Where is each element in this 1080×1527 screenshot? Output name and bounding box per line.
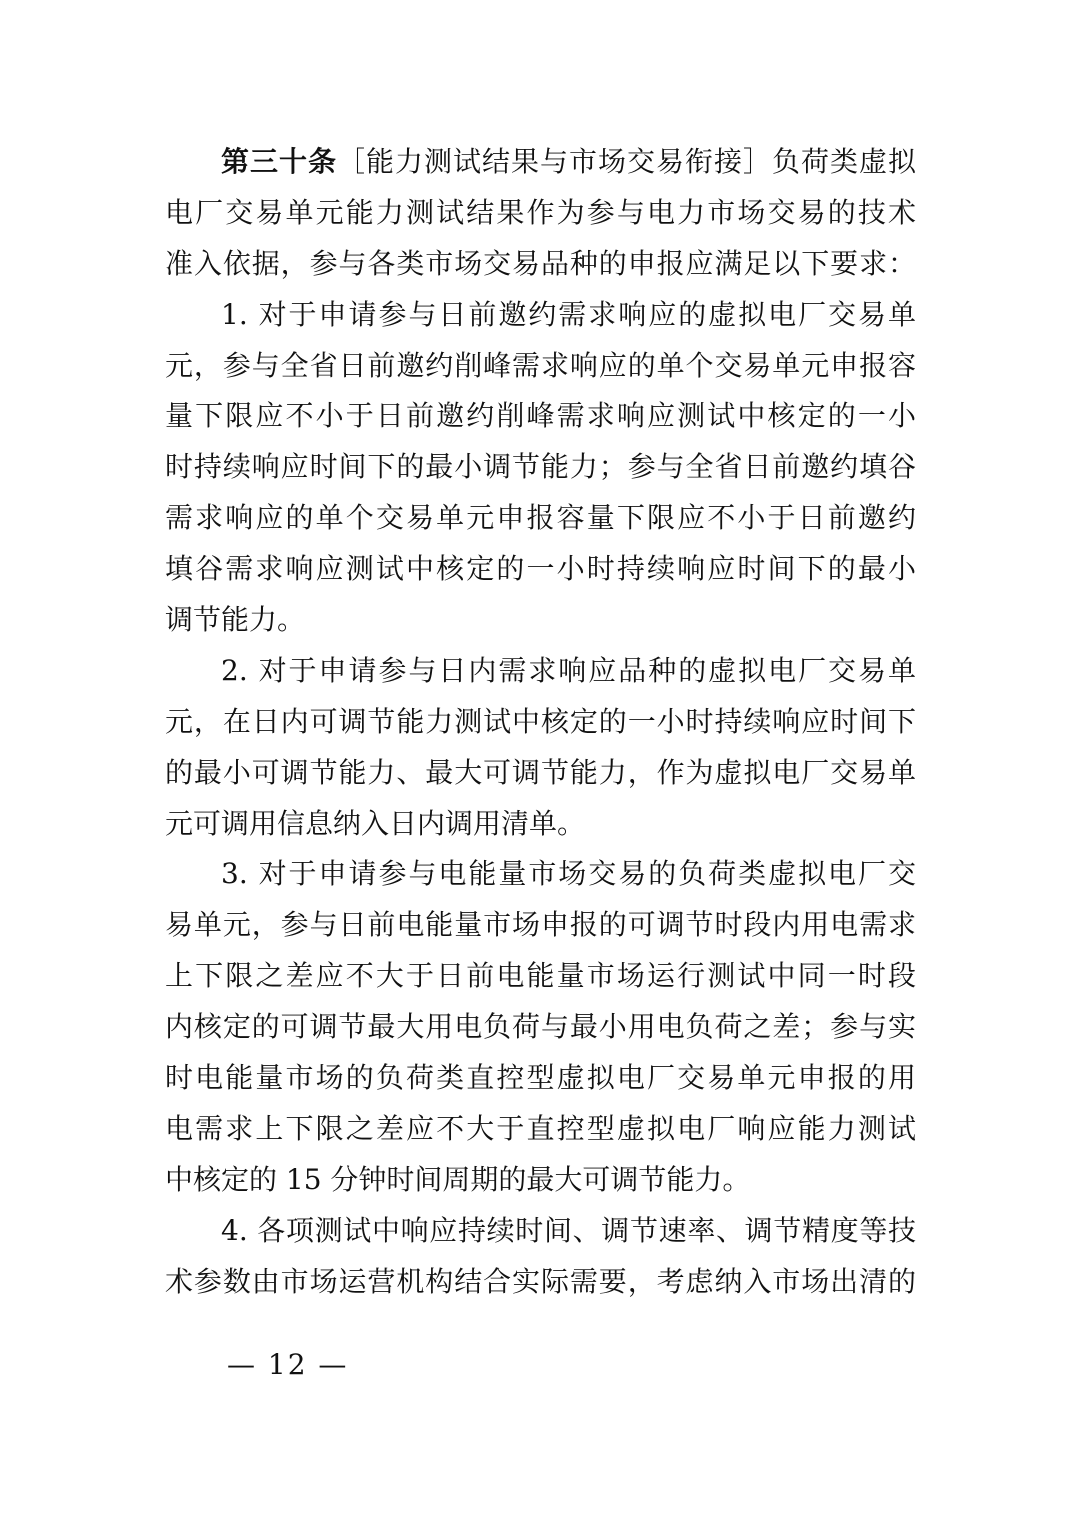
- paragraph-line: 1. 对于申请参与日前邀约需求响应的虚拟电厂交易单: [221, 297, 916, 331]
- paragraph-line: 元，参与全省日前邀约削峰需求响应的单个交易单元申报容: [165, 348, 916, 382]
- paragraph-line: 4. 各项测试中响应持续时间、调节速率、调节精度等技: [221, 1213, 916, 1247]
- paragraph-line: 元，在日内可调节能力测试中核定的一小时持续响应时间下: [165, 704, 916, 738]
- paragraph-line: 易单元，参与日前电能量市场申报的可调节时段内用电需求: [165, 908, 916, 942]
- item-3: [165, 849, 916, 1205]
- paragraph-line: 准入依据，参与各类市场交易品种的申报应满足以下要求：: [165, 246, 916, 280]
- paragraph-line: 时电能量市场的负荷类直控型虚拟电厂交易单元申报的用: [165, 1061, 916, 1095]
- document-body: [165, 137, 916, 1307]
- paragraph-line: 3. 对于申请参与电能量市场交易的负荷类虚拟电厂交: [221, 857, 916, 891]
- paragraph-line: 内核定的可调节最大用电负荷与最小用电负荷之差；参与实: [165, 1010, 916, 1044]
- paragraph-line: 2. 对于申请参与日内需求响应品种的虚拟电厂交易单: [221, 653, 916, 687]
- item-2: [165, 646, 916, 850]
- paragraph-line: 量下限应不小于日前邀约削峰需求响应测试中核定的一小: [165, 399, 916, 433]
- paragraph-line: 需求响应的单个交易单元申报容量下限应不小于日前邀约: [165, 501, 916, 535]
- paragraph-line: 上下限之差应不大于日前电能量市场运行测试中同一时段: [165, 959, 916, 993]
- paragraph-line: 元可调用信息纳入日内调用清单。: [165, 806, 586, 840]
- paragraph-line: 的最小可调节能力、最大可调节能力，作为虚拟电厂交易单: [165, 755, 916, 789]
- paragraph-line: 填谷需求响应测试中核定的一小时持续响应时间下的最小: [165, 552, 916, 586]
- article-title: 第三十条: [221, 145, 337, 178]
- paragraph-line: 调节能力。: [165, 603, 306, 637]
- article-subject: ［能力测试结果与市场交易衔接］负荷类虚拟: [337, 145, 916, 178]
- article-heading-line: [165, 137, 916, 188]
- item-4: [165, 1206, 916, 1308]
- page-number: — 12 —: [227, 1348, 349, 1381]
- paragraph-line: 电厂交易单元能力测试结果作为参与电力市场交易的技术: [165, 195, 916, 229]
- paragraph-line: 电需求上下限之差应不大于直控型虚拟电厂响应能力测试: [165, 1111, 916, 1145]
- item-1: [165, 290, 916, 646]
- paragraph-line: 术参数由市场运营机构结合实际需要，考虑纳入市场出清的: [165, 1264, 916, 1298]
- paragraph-line: 时持续响应时间下的最小调节能力；参与全省日前邀约填谷: [165, 450, 916, 484]
- paragraph-line: 中核定的 15 分钟时间周期的最大可调节能力。: [165, 1162, 751, 1196]
